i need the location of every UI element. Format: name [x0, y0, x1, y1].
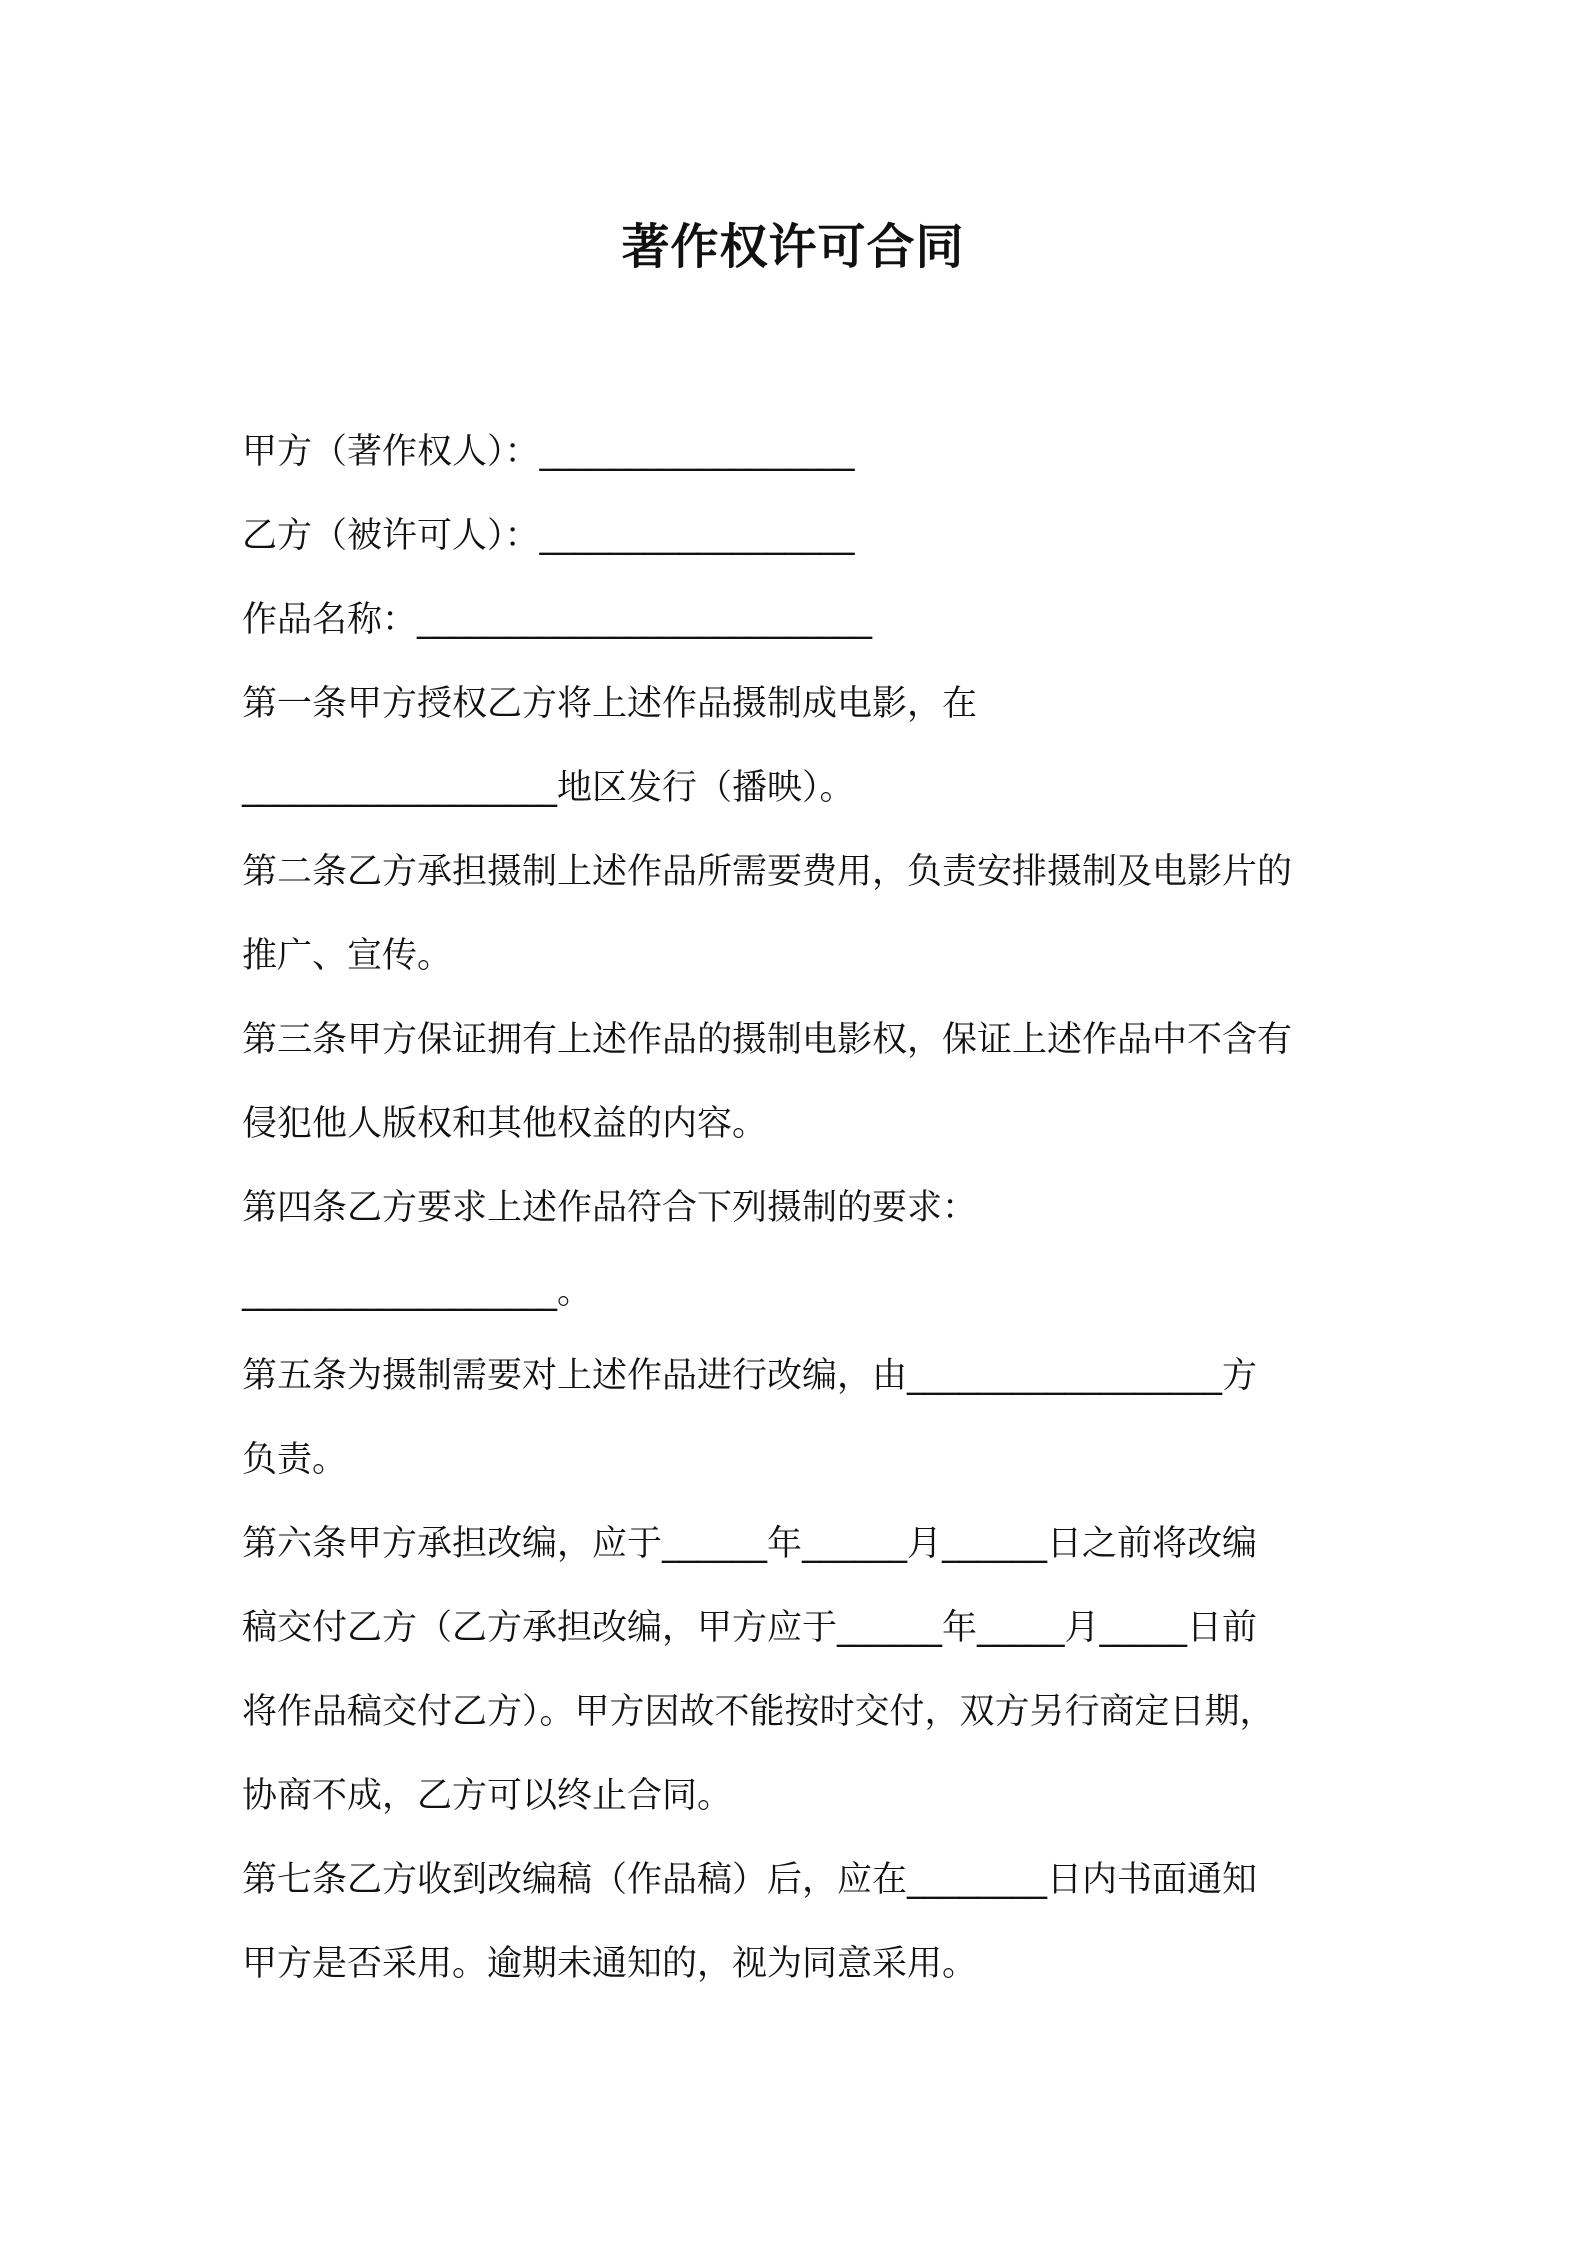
article-6-line-4: 协商不成，乙方可以终止合同。: [242, 1776, 733, 1816]
party-a-line: 甲方（著作权人）：__________________: [242, 432, 855, 472]
article-6-line-1: 第六条甲方承担改编，应于______年______月______日之前将改编: [242, 1524, 1258, 1564]
article-3-line-2: 侵犯他人版权和其他权益的内容。: [242, 1104, 768, 1144]
article-7-line-1: 第七条乙方收到改编稿（作品稿）后，应在________日内书面通知: [242, 1860, 1258, 1900]
article-6-line-2: 稿交付乙方（乙方承担改编，甲方应于______年_____月_____日前: [242, 1608, 1258, 1648]
contract-body: [242, 410, 1350, 2006]
article-1-line-1: 第一条甲方授权乙方将上述作品摄制成电影，在: [242, 684, 978, 724]
article-5-line-1: 第五条为摄制需要对上述作品进行改编，由__________________方: [242, 1356, 1258, 1396]
page-title: 著作权许可合同: [621, 219, 965, 275]
article-5-line-2: 负责。: [242, 1440, 348, 1480]
article-1-line-2: __________________地区发行（播映）。: [242, 768, 855, 808]
article-7-line-2: 甲方是否采用。逾期未通知的，视为同意采用。: [242, 1944, 978, 1984]
article-4-line-1: 第四条乙方要求上述作品符合下列摄制的要求：: [242, 1188, 978, 1228]
work-name-line: 作品名称：__________________________: [242, 600, 873, 640]
article-2-line-2: 推广、宣传。: [242, 936, 453, 976]
article-2-line-1: 第二条乙方承担摄制上述作品所需要费用，负责安排摄制及电影片的: [242, 852, 1293, 892]
party-b-line: 乙方（被许可人）：__________________: [242, 516, 855, 556]
article-6-line-3: 将作品稿交付乙方）。甲方因故不能按时交付，双方另行商定日期，: [242, 1692, 1275, 1732]
article-4-line-2: __________________。: [242, 1272, 593, 1312]
article-3-line-1: 第三条甲方保证拥有上述作品的摄制电影权，保证上述作品中不含有: [242, 1020, 1293, 1060]
